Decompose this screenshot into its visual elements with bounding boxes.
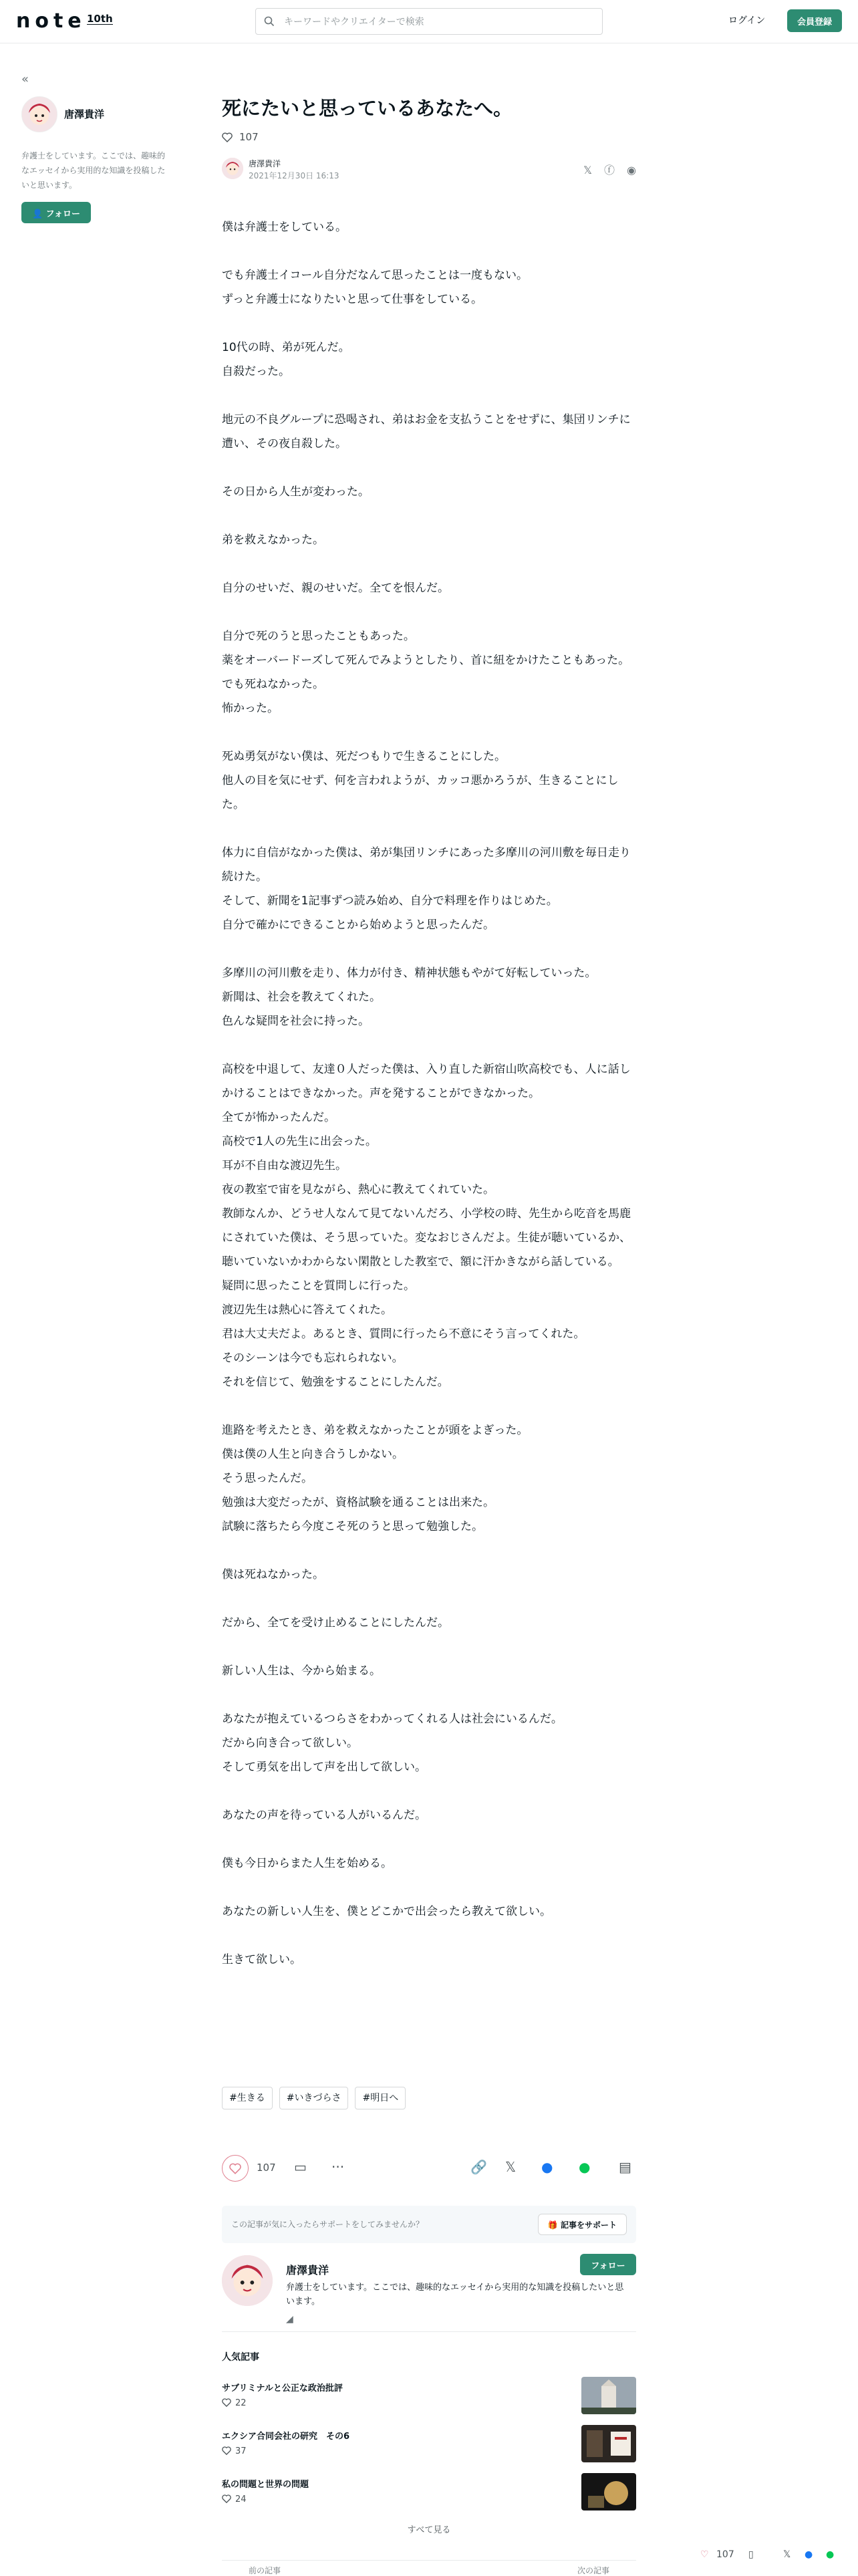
popular-like-count: 37 xyxy=(235,2446,247,2456)
collapse-sidebar-icon[interactable]: « xyxy=(21,72,29,86)
note-logo[interactable]: note xyxy=(16,9,86,33)
sidebar-follow-button[interactable] xyxy=(21,202,91,223)
creator-name[interactable]: 唐澤貴洋 xyxy=(286,2264,329,2277)
share-buttons-top xyxy=(571,162,636,177)
article-paragraph: 体力に自信がなかった僕は、弟が集団リンチにあった多摩川の河川敷を毎日走り続けた。 そして、新聞を1記事ずつ読み始め、自分で料理を作りはじめた。 自分で確かにできることから始めようと思ったんだ。 xyxy=(222,846,631,932)
article-paragraph: 10代の時、弟が死んだ。 自殺だった。 xyxy=(222,341,350,378)
article-paragraph: あなたの声を待っている人がいるんだ。 xyxy=(222,1809,426,1822)
article-paragraph: 僕は死ねなかった。 xyxy=(222,1568,324,1581)
login-link[interactable]: ログイン xyxy=(728,15,766,26)
floating-read-later-icon[interactable]: ▯ xyxy=(748,2549,754,2560)
article-paragraph: 高校を中退して、友達０人だった僕は、入り直した新宿山吹高校でも、人に話しかけることはできなかった。声を発することができなかった。 全てが怖かったんだ。 高校で1人の先生に出会った。 耳が不自由な渡辺先生。 夜の教室で宙を見ながら、熱心に教えてくれていた。 教師なんか、どうせ人なんて見てないんだろ、小学校の時、先生から吃音を馬鹿にされていた僕は、そう思っていた。変なおじさんだよ。生徒が聴いているか、聴いていないかわからない閑散とした教室で、額に汗かきながら話している。 疑問に思ったことを質問しに行った。 渡辺先生は熱心に答えてくれた。 君は大丈夫だよ。あるとき、質問に行ったら不意にそう言ってくれた。 そのシーンは今でも忘れられない。 それを信じて、勉強をすることにしたんだ。 xyxy=(222,1063,631,1389)
support-article-button[interactable] xyxy=(538,2214,627,2235)
article-body xyxy=(222,215,636,1996)
rss-icon[interactable]: ◢ xyxy=(286,2314,293,2325)
search-input[interactable] xyxy=(283,14,593,30)
x-share-icon[interactable]: 𝕏 xyxy=(505,2159,517,2175)
copy-link-icon[interactable]: 🔗 xyxy=(470,2159,487,2175)
prev-article-link[interactable]: 前の記事 xyxy=(249,2566,281,2575)
facebook-share-icon[interactable]: ⓕ xyxy=(604,164,615,176)
like-count-top[interactable] xyxy=(222,131,259,143)
x-share-icon[interactable]: 𝕏 xyxy=(583,164,593,176)
popular-article-likes xyxy=(222,2446,247,2456)
avatar[interactable] xyxy=(21,96,57,132)
author-row xyxy=(222,158,636,182)
next-article-link[interactable]: 次の記事 xyxy=(577,2566,610,2575)
hashtag[interactable]: #生きる xyxy=(222,2087,273,2109)
publish-date: 2021年12月30日 16:13 xyxy=(249,171,339,180)
article-title: 死にたいと思っているあなたへ。 xyxy=(222,97,513,120)
creator-avatar[interactable] xyxy=(222,2255,273,2306)
floating-x-icon[interactable]: 𝕏 xyxy=(783,2549,791,2560)
article-paragraph: 自分のせいだ、親のせいだ。全てを恨んだ。 xyxy=(222,582,449,595)
article-paragraph: その日から人生が変わった。 xyxy=(222,485,370,499)
popular-article-title[interactable]: サブリミナルと公正な政治批評 xyxy=(222,2384,343,2394)
popular-article-thumbnail[interactable] xyxy=(581,2473,636,2510)
support-button-label: 記事をサポート xyxy=(560,2220,617,2230)
sidebar-author-bio: 弁護士をしています。ここでは、趣味的なエッセイから実用的な知識を投稿したいと思います。 xyxy=(21,151,166,190)
support-prompt: この記事が気に入ったらサポートをしてみませんか？ xyxy=(231,2220,424,2229)
heart-icon xyxy=(229,2163,241,2174)
popular-article-item[interactable] xyxy=(222,2425,636,2464)
article-paragraph: 生きて欲しい。 xyxy=(222,1953,301,1966)
article-paragraph: 僕は弁護士をしている。 xyxy=(222,221,347,234)
popular-article-item[interactable] xyxy=(222,2377,636,2416)
article-paragraph: 進路を考えたとき、弟を救えなかったことが頭をよぎった。 僕は僕の人生と向き合うしかない。 そう思ったんだ。 勉強は大変だったが、資格試験を通ることは出来た。 試験に落ちたら今度こそ死のうと思って勉強した。 xyxy=(222,1424,529,1533)
sidebar-author-name[interactable]: 唐澤貴洋 xyxy=(64,108,105,120)
popular-article-likes xyxy=(222,2398,247,2408)
line-share-icon[interactable]: ◉ xyxy=(627,164,636,176)
popular-article-title[interactable]: 私の問題と世界の問題 xyxy=(222,2480,309,2490)
article-paragraph: 弟を救えなかった。 xyxy=(222,533,324,547)
signup-button[interactable]: 会員登録 xyxy=(787,9,842,32)
hashtag[interactable]: #明日へ xyxy=(355,2087,406,2109)
article-paragraph: あなたの新しい人生を、僕とどこかで出会ったら教えて欲しい。 xyxy=(222,1905,551,1918)
article-paragraph: でも弁護士イコール自分だなんて思ったことは一度もない。 ずっと弁護士になりたいと思って仕事をしている。 xyxy=(222,269,528,306)
search-box[interactable] xyxy=(255,8,603,35)
embed-icon[interactable]: ▤ xyxy=(619,2159,631,2175)
support-box xyxy=(222,2206,636,2243)
popular-like-count: 22 xyxy=(235,2398,247,2408)
article-paragraph: 多摩川の河川敷を走り、体力が付き、精神状態もやがて好転していった。 新聞は、社会を教えてくれた。 色んな疑問を社会に持った。 xyxy=(222,967,597,1028)
popular-article-thumbnail[interactable] xyxy=(581,2377,636,2414)
article-action-bar xyxy=(222,2152,636,2184)
article-paragraph: 地元の不良グループに恐喝され、弟はお金を支払うことをせずに、集団リンチに遭い、その夜自殺した。 xyxy=(222,413,631,450)
creator-profile xyxy=(222,2254,636,2332)
search-icon xyxy=(264,16,275,27)
author-avatar[interactable] xyxy=(222,158,243,179)
hashtag[interactable]: #いきづらさ xyxy=(279,2087,349,2109)
tag-list xyxy=(222,2087,412,2109)
follow-label: フォロー xyxy=(45,209,81,219)
article-paragraph: 死ぬ勇気がない僕は、死だつもりで生きることにした。 他人の目を気にせず、何を言われようが、カッコ悪かろうが、生きることにした。 xyxy=(222,750,619,811)
see-all-link[interactable]: すべて見る xyxy=(407,2525,451,2535)
article-paragraph: 新しい人生は、今から始まる。 xyxy=(222,1664,381,1678)
article-paragraph: 僕も今日からまた人生を始める。 xyxy=(222,1857,392,1870)
anniversary-badge: 10th xyxy=(87,13,113,25)
more-options-icon[interactable]: ··· xyxy=(331,2159,345,2175)
popular-articles-title: 人気記事 xyxy=(222,2352,259,2363)
heart-icon xyxy=(222,2446,231,2455)
popular-article-title[interactable]: エクシア合同会社の研究 その6 xyxy=(222,2432,350,2442)
heart-icon xyxy=(222,2398,231,2407)
article-paragraph: だから、全てを受け止めることにしたんだ。 xyxy=(222,1616,449,1630)
heart-icon xyxy=(222,132,233,142)
gift-icon: 🎁 xyxy=(547,2220,558,2230)
floating-heart-icon[interactable]: ♡ xyxy=(700,2549,709,2560)
floating-like-count: 107 xyxy=(716,2549,734,2560)
popular-like-count: 24 xyxy=(235,2494,247,2504)
like-button[interactable] xyxy=(222,2155,249,2182)
creator-follow-button[interactable]: フォロー xyxy=(580,2254,636,2275)
comment-icon[interactable]: ▭ xyxy=(294,2159,307,2175)
like-count: 107 xyxy=(239,131,259,143)
floating-action-bar xyxy=(695,2544,858,2568)
popular-article-likes xyxy=(222,2494,247,2504)
heart-icon xyxy=(222,2494,231,2503)
like-count-bottom: 107 xyxy=(257,2162,276,2174)
floating-facebook-icon[interactable]: ● xyxy=(805,2549,813,2560)
creator-bio: 弁護士をしています。ここでは、趣味的なエッセイから実用的な知識を投稿したいと思います。 xyxy=(286,2283,624,2307)
facebook-share-icon[interactable]: ● xyxy=(541,2159,553,2175)
author-name[interactable]: 唐澤貴洋 xyxy=(249,159,281,168)
site-header xyxy=(0,0,858,43)
line-share-icon[interactable]: ● xyxy=(579,2159,591,2175)
article-paragraph: 自分で死のうと思ったこともあった。 薬をオーバードーズして死んでみようとしたり、首に紐をかけたこともあった。 でも死ねなかった。 怖かった。 xyxy=(222,630,630,715)
person-add-icon: 👤 xyxy=(31,209,43,219)
popular-article-item[interactable] xyxy=(222,2473,636,2512)
article-pagination xyxy=(222,2560,636,2575)
popular-article-thumbnail[interactable] xyxy=(581,2425,636,2462)
article-paragraph: あなたが抱えているつらさをわかってくれる人は社会にいるんだ。 だから向き合って欲しい。 そして勇気を出して声を出して欲しい。 xyxy=(222,1712,563,1774)
floating-line-icon[interactable]: ● xyxy=(826,2549,835,2560)
